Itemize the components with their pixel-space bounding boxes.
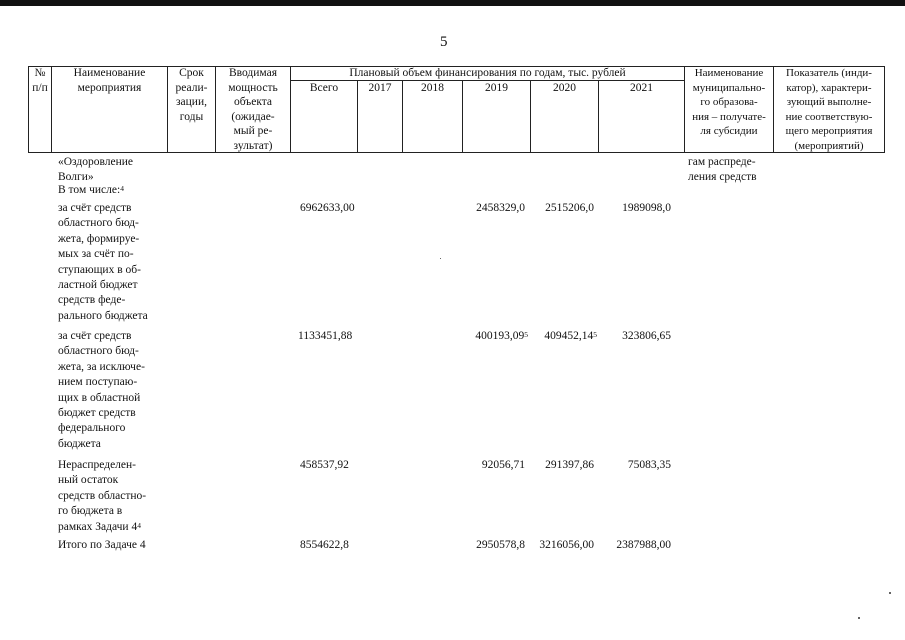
row-total-2019: 2950578,8	[476, 539, 525, 551]
header-2019: 2019	[485, 82, 508, 94]
header-indicator: Показатель (инди- катор), характери- зующий выполне- ние соответствую- щего мероприятия (мероприятий)	[785, 67, 873, 152]
row-regional-2019: 400193,09$^5$	[475, 330, 528, 342]
header-number: № п/п	[32, 67, 48, 94]
page-number: 5	[440, 34, 448, 50]
row-total-total: 8554622,8	[300, 539, 349, 551]
municipality-continued: гам распреде- ления средств	[688, 156, 757, 184]
row-total-2021: 2387988,00	[616, 539, 671, 551]
row-unallocated-2021: 75083,35	[627, 459, 671, 471]
row-total-name: Итого по Задаче 4	[58, 539, 146, 551]
row-unallocated-name: Нераспределен- ный остаток средств областно- го бюджета в рамках Задачи $4^4$	[58, 459, 147, 533]
scan-speck	[440, 258, 441, 259]
header-2017: 2017	[368, 82, 392, 94]
row-regional-name: за счёт средств областного бюд- жета, за исключе- нием поступаю- щих в областной бюджет средств федерального бюджета	[58, 330, 145, 450]
row-federal-total: 6962633,00	[300, 202, 355, 214]
including-label: В том числе:$^4$	[58, 184, 124, 196]
event-name-continued: «Оздоровление Волги»	[58, 156, 134, 184]
row-regional-total: 1133451,88	[298, 330, 353, 342]
row-regional-2021: 323806,65	[622, 330, 671, 342]
row-unallocated-2020: 291397,86	[545, 459, 594, 471]
header-2018: 2018	[421, 82, 444, 94]
row-regional-2020: 409452,14$^5$	[544, 330, 597, 342]
scan-speck	[858, 617, 860, 619]
header-2020: 2020	[553, 82, 576, 94]
header-term: Срок реали- зации, годы	[175, 67, 208, 123]
row-total-2020: 3216056,00	[539, 539, 594, 551]
table-header	[28, 66, 885, 153]
row-federal-name: за счёт средств областного бюд- жета, формируе- мых за счёт по- ступающих в об- ластной бюджет средств феде- рального бюджета	[58, 202, 148, 322]
header-financing: Плановый объем финансирования по годам, тыс. рублей	[349, 67, 626, 79]
header-event-name: Наименование мероприятия	[73, 67, 146, 94]
top-border	[0, 0, 905, 6]
row-unallocated-2019: 92056,71	[481, 459, 525, 471]
row-unallocated-total: 458537,92	[300, 459, 349, 471]
scan-speck	[889, 592, 891, 594]
header-capacity: Вводимая мощность объекта (ожидае- мый ре- зультат)	[228, 67, 278, 152]
row-federal-2021: 1989098,0	[622, 202, 671, 214]
row-federal-2020: 2515206,0	[545, 202, 594, 214]
header-municipality: Наименование муниципально- го образова- ния – получате- ля субсидии	[692, 67, 766, 138]
header-bottom-line	[28, 152, 885, 153]
header-2021: 2021	[630, 82, 653, 94]
header-total: Всего	[309, 82, 339, 94]
row-federal-2019: 2458329,0	[476, 202, 525, 214]
